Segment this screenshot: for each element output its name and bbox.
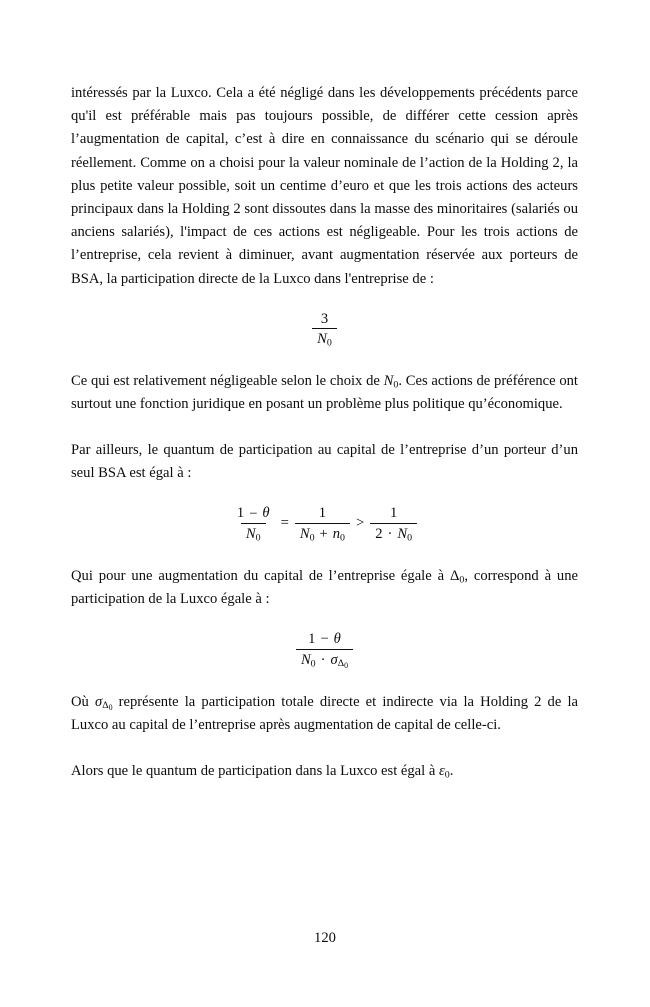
spacer (71, 543, 578, 565)
math-symbol-n: n (332, 525, 341, 542)
paragraph-text-a: Ce qui est relativement négligeable selon le choix de (71, 372, 384, 389)
math-subscript-zero: 0 (108, 703, 113, 713)
fraction (312, 311, 337, 348)
math-subscript-delta (338, 658, 348, 669)
math-symbol-theta: θ (262, 505, 270, 522)
fraction-numerator: 1 (390, 505, 398, 522)
math-symbol-N: N (383, 372, 394, 389)
math-relation-equals: = (280, 515, 289, 532)
math-two: 2 (375, 525, 383, 542)
spacer (71, 669, 578, 691)
fraction-denominator (295, 523, 350, 543)
math-subscript-zero: 0 (326, 337, 332, 349)
spacer (71, 611, 578, 631)
fraction-one-over-n0-plus-n0 (295, 505, 350, 542)
math-symbol-epsilon: ε (438, 762, 445, 779)
fraction-one-minus-theta-over-n0 (232, 505, 275, 542)
paragraph-text-a: Alors que le quantum de participation dans la Luxco est égal à (71, 762, 439, 779)
fraction-denominator (241, 523, 266, 542)
paragraph-text-b: , correspond à une participation de la Luxco égale à : (71, 567, 578, 607)
paragraph-text-a: Où (71, 693, 95, 710)
spacer (71, 348, 578, 370)
math-subscript-zero: 0 (340, 532, 345, 544)
math-symbol-delta: Δ (449, 567, 460, 584)
fraction-denominator (296, 649, 353, 669)
paragraph-ou-sigma (71, 691, 578, 737)
math-relation-greater-than: > (356, 515, 365, 532)
equation-three-over-n-zero (71, 311, 578, 348)
spacer (71, 416, 578, 439)
math-symbol-N: N (397, 525, 408, 542)
paragraph-par-ailleurs: Par ailleurs, le quantum de participation au capital de l’entreprise d’un porteur d’un seul BSA est égal à : (71, 441, 578, 482)
math-minus: − (320, 631, 329, 648)
math-plus: + (319, 526, 328, 543)
math-one: 1 (308, 630, 316, 647)
fraction-numerator (303, 631, 346, 649)
equation-row (231, 505, 418, 542)
math-subscript-zero: 0 (309, 532, 315, 544)
spacer (71, 485, 578, 505)
math-dot-operator: · (320, 652, 326, 669)
fraction-one-over-two-n0 (370, 505, 417, 542)
spacer (71, 291, 578, 311)
math-symbol-sigma: σ (94, 693, 103, 710)
math-symbol-delta: Δ (337, 658, 345, 670)
math-subscript-zero: 0 (459, 574, 465, 586)
page-content (71, 82, 578, 783)
paragraph-intro: intéressés par la Luxco. Cela a été négligé dans les développements précédents parce qu'il est préférable mais pas toujours possible, de différer cette cession après l’augmentation de capital, c’est à dire en connaissance du scénario qui se déroule réellement. Comme on a choisi pour la valeur nominale de l’action de la Holding 2, la plus petite valeur possible, soit un centime d’euro et que les trois actions des acteurs principaux dans la Holding 2 sont dissoutes dans la masse des minoritaires (salariés ou anciens salariés), l'impact de ces actions est négligeable. Pour les trois actions de l’entreprise, cela revient à diminuer, avant augmentation réservée aux porteurs de BSA, la participation directe de la Luxco dans l'entreprise de : (71, 85, 578, 287)
paragraph-text-a: Qui pour une augmentation du capital de l’entreprise égale à (71, 567, 450, 584)
math-symbol-N: N (299, 525, 310, 542)
paragraph-alors-que (71, 760, 578, 783)
math-symbol-N: N (317, 331, 327, 348)
fraction-numerator: 3 (320, 310, 329, 327)
math-one: 1 (236, 505, 245, 522)
math-subscript-zero: 0 (393, 379, 399, 391)
fraction-numerator: 1 (318, 505, 327, 522)
paragraph-negligeable (71, 370, 578, 416)
math-minus: − (249, 505, 258, 522)
math-subscript-zero: 0 (310, 658, 316, 670)
spacer (71, 737, 578, 760)
math-subscript-zero: 0 (255, 532, 261, 544)
fraction-numerator (232, 505, 275, 523)
fraction-denominator (312, 328, 337, 347)
math-subscript-zero: 0 (444, 769, 450, 781)
math-symbol-N: N (245, 526, 256, 543)
fraction-one-minus-theta-over-n0-sigma (296, 631, 353, 669)
fraction-denominator (370, 523, 417, 543)
math-symbol-N: N (300, 651, 311, 668)
math-subscript-zero: 0 (344, 661, 349, 671)
paragraph-qui-pour (71, 565, 578, 611)
math-symbol-sigma: σ (330, 651, 338, 668)
paragraph-text-b: . Ces actions de préférence ont surtout une fonction juridique en posant un problème plus politique qu’économique. (71, 372, 578, 412)
page-number: 120 (314, 930, 336, 946)
math-symbol-theta: θ (333, 630, 341, 647)
paragraph-text-b: . (449, 762, 454, 779)
math-dot-operator: · (387, 526, 393, 543)
math-subscript-zero: 0 (407, 532, 413, 544)
math-subscript-delta (102, 700, 112, 711)
equation-quantum-inequality (71, 505, 578, 542)
paragraph-text-b: représente la participation totale directe et indirecte via la Holding 2 de la Luxco au capital de l’entreprise après augmentation de capital de celle-ci. (71, 693, 578, 733)
math-symbol-delta: Δ (102, 700, 109, 712)
equation-luxco-participation (71, 631, 578, 669)
